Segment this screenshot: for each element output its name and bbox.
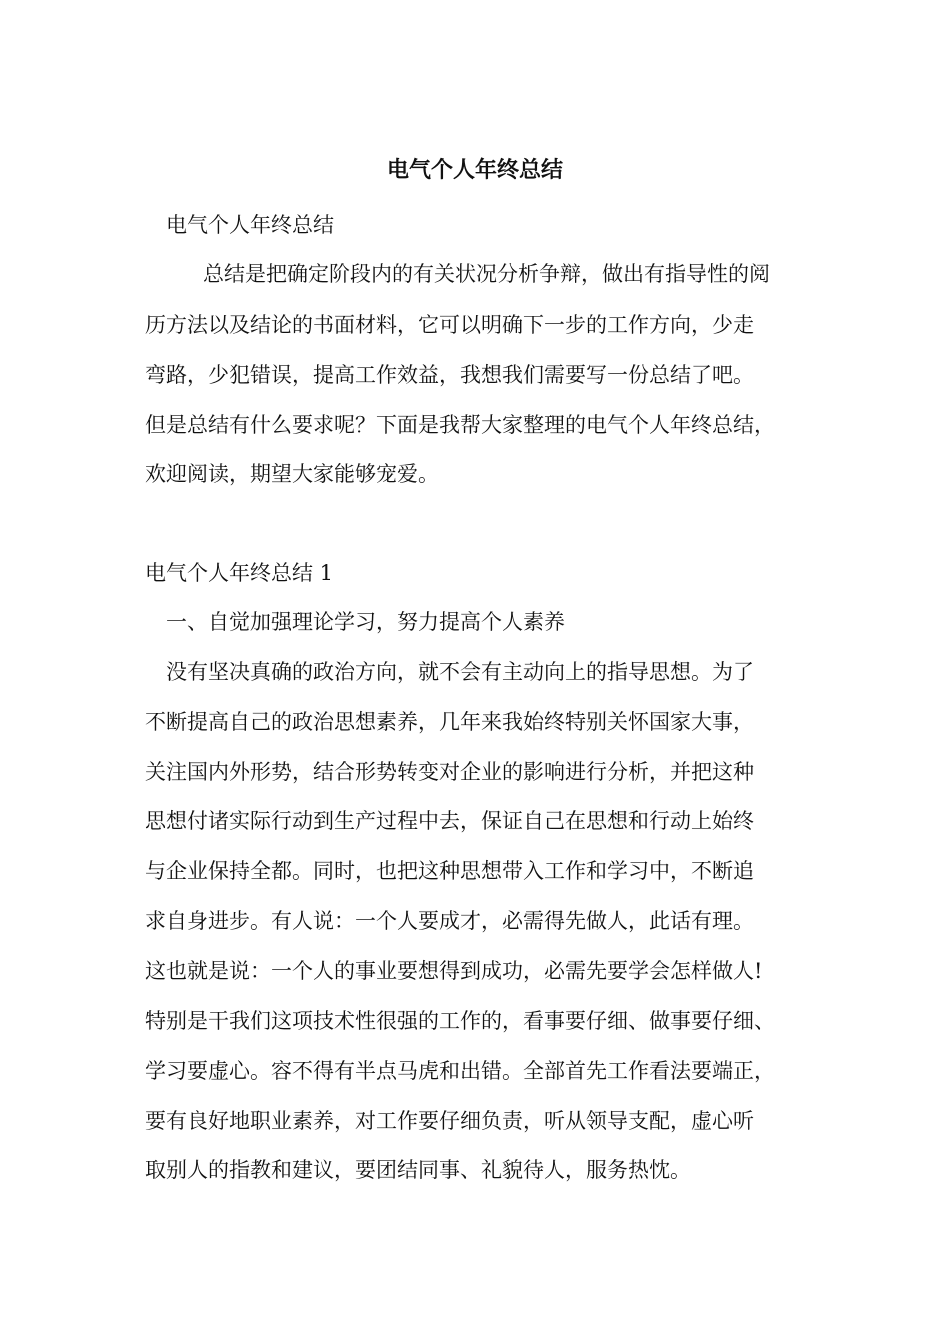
body-line: 这也就是说：一个人的事业要想得到成功，必需先要学会怎样做人!: [145, 959, 763, 983]
body-line: 关注国内外形势，结合形势转变对企业的影响进行分析，并把这种: [145, 760, 754, 784]
intro-line: 历方法以及结论的书面材料，它可以明确下一步的工作方向，少走: [145, 313, 754, 337]
intro-line: 弯路，少犯错误，提高工作效益，我想我们需要写一份总结了吧。: [145, 363, 754, 387]
intro-line: 但是总结有什么要求呢？下面是我帮大家整理的电气个人年终总结，: [145, 413, 775, 437]
subsection-heading: 一、自觉加强理论学习，努力提高个人素养: [166, 610, 565, 634]
body-line: 要有良好地职业素养，对工作要仔细负责，听从领导支配，虚心听: [145, 1109, 754, 1133]
document-title: 电气个人年终总结: [386, 157, 563, 183]
body-line: 思想付诸实际行动到生产过程中去，保证自己在思想和行动上始终: [145, 809, 754, 833]
body-line: 取别人的指教和建议，要团结同事、礼貌待人，服务热忱。: [145, 1158, 691, 1182]
body-line: 学习要虚心。容不得有半点马虎和出错。全部首先工作看法要端正，: [145, 1059, 775, 1083]
body-line: 不断提高自己的政治思想素养，几年来我始终特别关怀国家大事，: [145, 710, 754, 734]
body-line: 求自身进步。有人说：一个人要成才，必需得先做人，此话有理。: [145, 909, 754, 933]
body-line: 与企业保持全都。同时，也把这种思想带入工作和学习中，不断追: [145, 859, 754, 883]
intro-line: 总结是把确定阶段内的有关状况分析争辩，做出有指导性的阅: [203, 262, 770, 286]
body-line: 没有坚决真确的政治方向，就不会有主动向上的指导思想。为了: [166, 660, 754, 684]
intro-line: 欢迎阅读，期望大家能够宠爱。: [145, 462, 439, 486]
document-subtitle: 电气个人年终总结: [166, 213, 334, 237]
body-line: 特别是干我们这项技术性很强的工作的，看事要仔细、做事要仔细、: [145, 1009, 775, 1033]
section-heading: 电气个人年终总结 1: [145, 561, 334, 585]
